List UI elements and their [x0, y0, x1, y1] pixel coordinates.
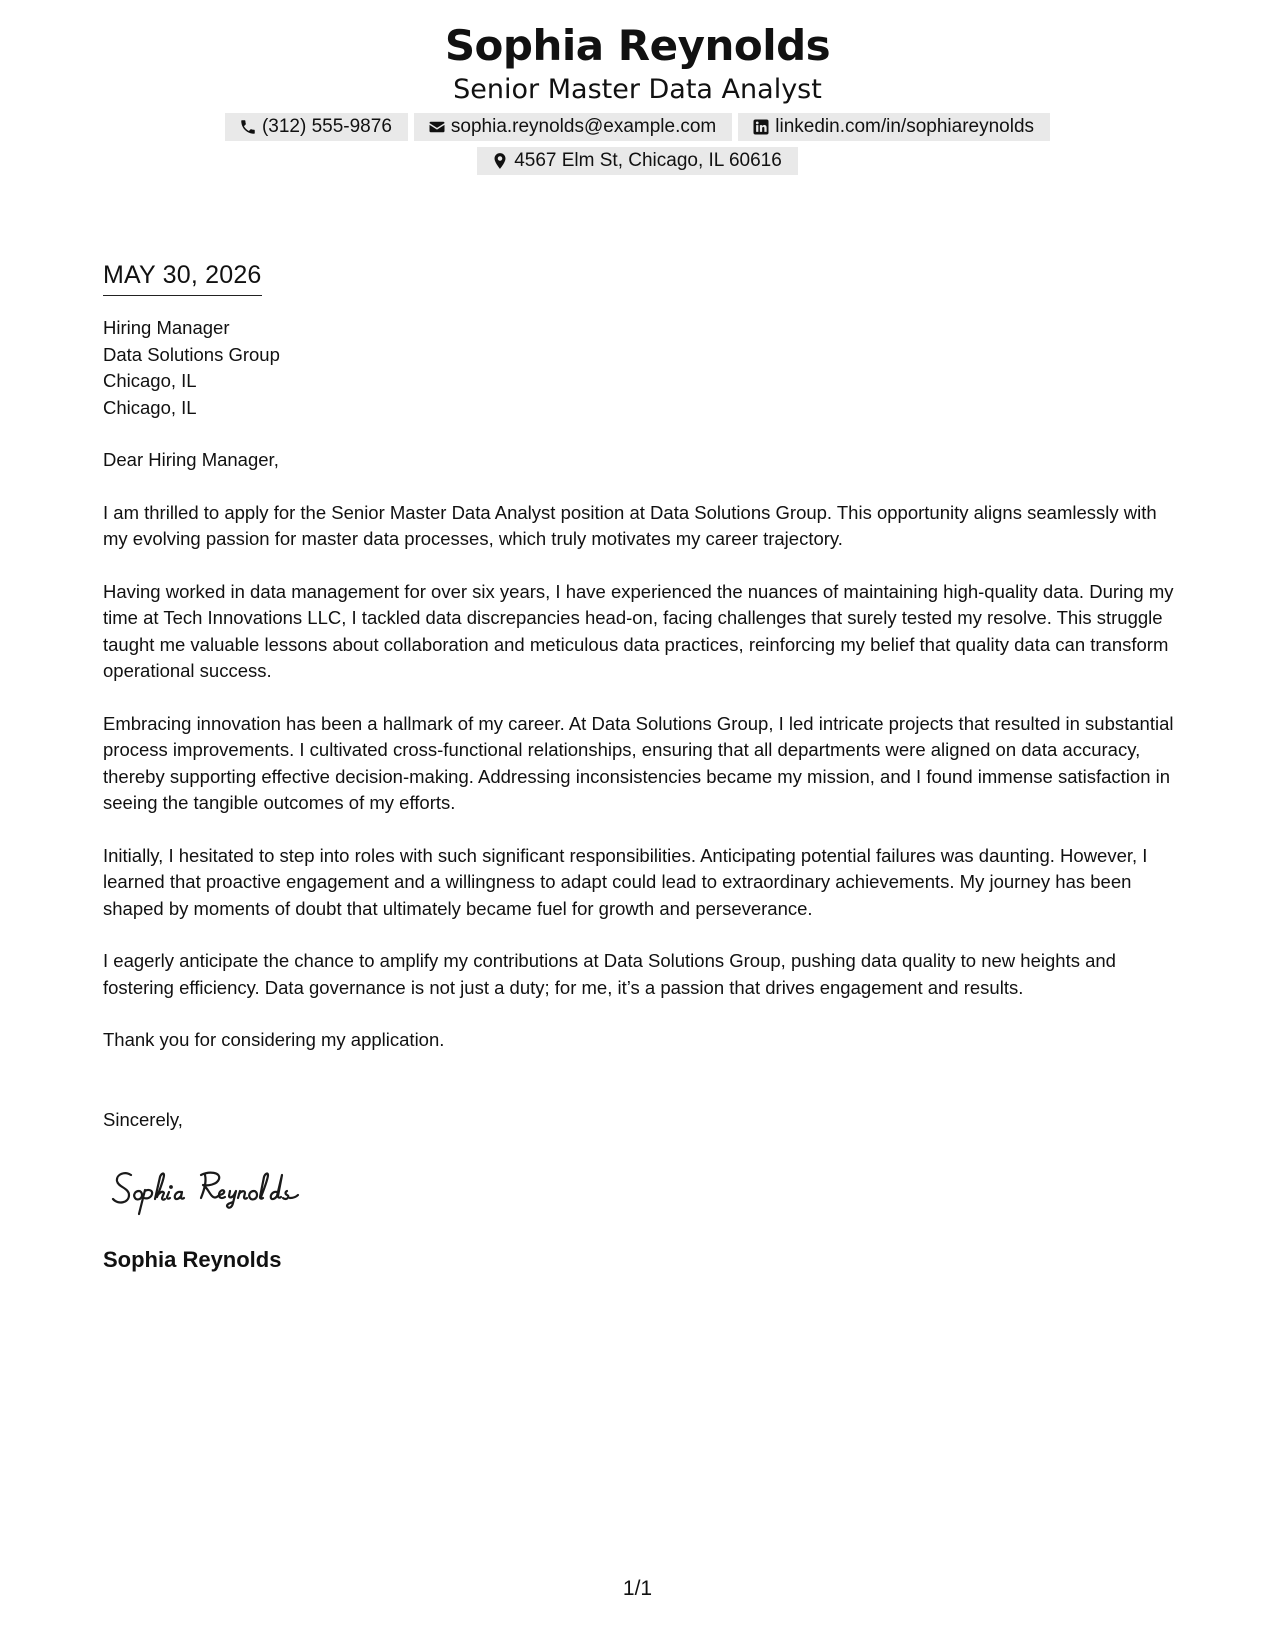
applicant-name: Sophia Reynolds — [444, 21, 831, 70]
contact-address — [477, 147, 798, 175]
signed-name: Sophia Reynolds — [103, 1246, 282, 1272]
contact-phone — [225, 113, 408, 141]
body-paragraph: I am thrilled to apply for the Senior Master Data Analyst position at Data Solutions Group. This opportunity aligns seamlessly with my evolving passion for master data processes, which truly motivates my career trajectory. — [103, 501, 1157, 549]
letter-header — [0, 18, 1275, 175]
recipient-block — [103, 315, 1183, 421]
closing: Sincerely, — [103, 1108, 183, 1130]
phone-icon — [239, 118, 257, 136]
map-marker-icon — [491, 152, 509, 170]
address-text: 4567 Elm St, Chicago, IL 60616 — [514, 150, 782, 171]
salutation: Dear Hiring Manager, — [103, 449, 279, 470]
recipient-line: Chicago, IL — [103, 370, 197, 391]
recipient-line: Chicago, IL — [103, 396, 197, 418]
envelope-icon — [428, 118, 446, 136]
applicant-title: Senior Master Data Analyst — [453, 74, 822, 105]
letter-date: MAY 30, 2026 — [103, 258, 262, 296]
contact-row — [0, 113, 1275, 141]
contact-row-address — [0, 147, 1275, 175]
contact-linkedin[interactable] — [738, 113, 1050, 141]
page-number: 1/1 — [622, 1577, 653, 1600]
body-paragraph: Thank you for considering my application. — [103, 1029, 445, 1050]
body-paragraph: Embracing innovation has been a hallmark of my career. At Data Solutions Group, I led intricate projects that resulted in substantial process improvements. I cultivated cross-functional relationships, ensuring that all departments were aligned on data accuracy, thereby supporting effective decision-making. Addressing inconsistencies became my mission, and I found immense satisfaction in seeing the tangible outcomes of my efforts. — [103, 712, 1174, 813]
signature-image — [109, 1161, 359, 1219]
linkedin-text: linkedin.com/in/sophiareynolds — [775, 116, 1035, 137]
letter-body — [103, 258, 1183, 1275]
contact-email[interactable] — [414, 113, 732, 141]
body-paragraph: I eagerly anticipate the chance to amplify my contributions at Data Solutions Group, pushing data quality to new heights and fostering efficiency. Data governance is not just a duty; for me, it’s a passion that drives engagement and results. — [103, 950, 1116, 998]
linkedin-icon — [752, 118, 770, 136]
phone-text: (312) 555-9876 — [261, 116, 392, 137]
recipient-line: Hiring Manager — [103, 317, 230, 338]
body-paragraph: Initially, I hesitated to step into roles with such significant responsibilities. Anticipating potential failures was daunting. However, I learned that proactive engagement and a willingness to adapt could lead to extraordinary achievements. My journey has been shaped by moments of doubt that ultimately became fuel for growth and perseverance. — [103, 844, 1148, 919]
email-text: sophia.reynolds@example.com — [450, 116, 717, 137]
recipient-line: Data Solutions Group — [103, 343, 280, 365]
body-paragraph: Having worked in data management for over six years, I have experienced the nuances of maintaining high-quality data. During my time at Tech Innovations LLC, I tackled data discrepancies head-on, facing challenges that surely tested my resolve. This struggle taught me valuable lessons about collaboration and meticulous data practices, reinforcing my belief that quality data can transform operational success. — [103, 580, 1174, 681]
